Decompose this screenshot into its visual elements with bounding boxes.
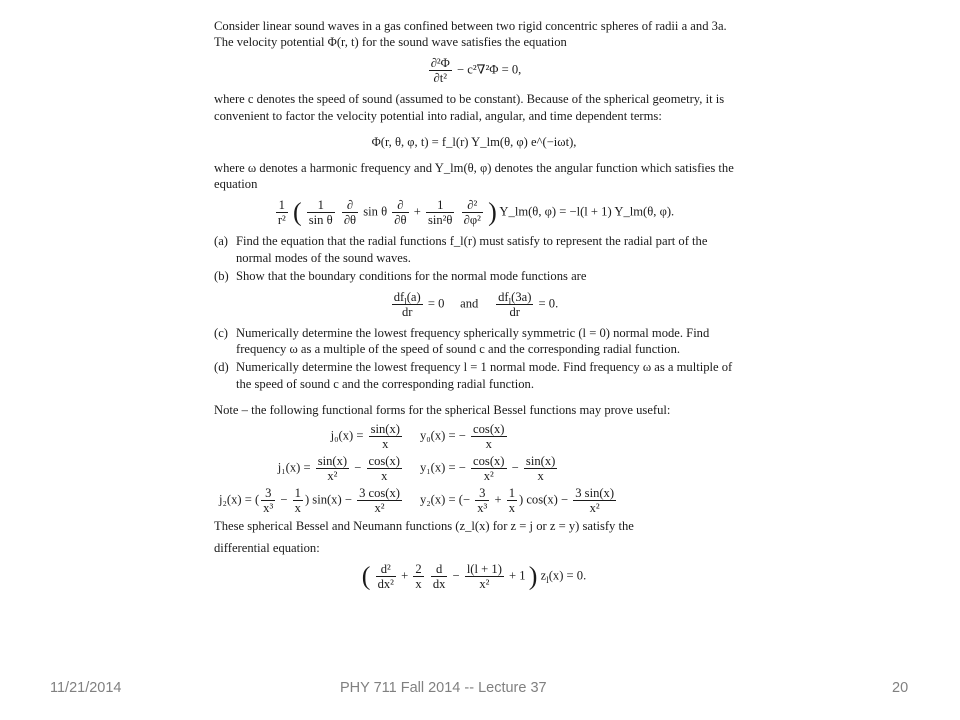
bessel-differential-equation: ( $\frac{\text{d²}}{\text{dx²}}$ + $\frac{2}{x}$ $\frac{d}{dx}$ − $\frac{l(l + 1)}{\text{x²}}$ + 1 ) $z_l(x) = 0$.: [361, 561, 587, 592]
footer-date: 11/21/2014: [50, 680, 122, 696]
problem-text: [214, 18, 734, 597]
speed-paragraph: where c denotes the speed of sound (assumed to be constant). Because of the spherical geometry, it is convenient to factor the velocity potential into radial, angular, and time dependent terms:: [214, 92, 725, 123]
omega-paragraph: where ω denotes a harmonic frequency and Y_lm(θ, φ) denotes the angular function which satisfies the equation: [214, 161, 734, 192]
bessel-paragraph-1: These spherical Bessel and Neumann functions (z_l(x) for z = j or z = y) satisfy the: [214, 519, 634, 534]
part-a: (a) Find the equation that the radial functions f_l(r) must satisfy to represent the radial part of the normal modes of the sound waves.: [214, 234, 708, 265]
part-b: (b) Show that the boundary conditions for the normal mode functions are: [214, 268, 587, 283]
intro-paragraph: Consider linear sound waves in a gas confined between two rigid concentric spheres of radii a and 3a. The velocity potential Φ(r, t) for the sound wave satisfies the equation: [214, 19, 727, 50]
boundary-conditions: $\frac{df_l(a)}{dr}$ = 0 and $\frac{df_l(3a)}{dr}$ = 0.: [393, 290, 559, 320]
bessel-paragraph-2: differential equation:: [214, 541, 320, 556]
factor-equation: Φ(r, θ, φ, t) = f_l(r) Y_lm(θ, φ) e^(−iωt),: [371, 134, 577, 149]
angular-equation: $\frac{1}{\text{r²}}$ ( $\frac{1}{\text{sin θ}}$ $\frac{\partial}{\partial\theta}$ sin θ $\frac{\partial}{\partial\theta}$ + $\frac{1}{\text{sin²θ}}$ $\frac{\text{∂²}}{\text{∂φ²}}$ ) Y_lm(θ, φ) = −l(l + 1) Y_lm(θ, φ).: [277, 197, 675, 228]
footer-page-number: 20: [892, 680, 909, 696]
bessel-functions: j₀(x) = $\frac{\sin(x)}{x}$ y₀(x) = − $\frac{\cos(x)}{x}$ j₁(x) = $\frac{\sin(x)}{\text{x²}}$ − $\frac{\cos(x)}{x}$ y₁(x) = − $\frac{\cos(x)}{\text{x²}}$ − $\frac{\sin(x)}{x}$ j₂(x) = ( $\frac{3}{\text{x³}}$ − $\frac{1}{x}$ ) sin(x) − $\frac{3 \cos(x)}{\text{x²}}$ y₂(x) = (− $\frac{3}{\text{x³}}$ + $\frac{1}{x}$ ) cos(x) − $\frac{3 \sin(x)}{\text{x²}}$: [219, 422, 615, 516]
footer-title: PHY 711 Fall 2014 -- Lecture 37: [340, 680, 547, 696]
wave-equation: $\frac{\text{∂²Φ}}{\text{∂t²}}$ − c²∇²Φ = 0,: [430, 56, 522, 86]
part-c: (c) Numerically determine the lowest frequency spherically symmetric (l = 0) normal mode. Find frequency ω as a multiple of the speed of sound c and the corresponding radial function.: [214, 326, 710, 357]
note-paragraph: Note – the following functional forms for the spherical Bessel functions may prove useful:: [214, 402, 671, 417]
part-d: (d) Numerically determine the lowest frequency l = 1 normal mode. Find frequency ω as a multiple of the speed of sound c and the corresponding radial function.: [214, 360, 733, 391]
